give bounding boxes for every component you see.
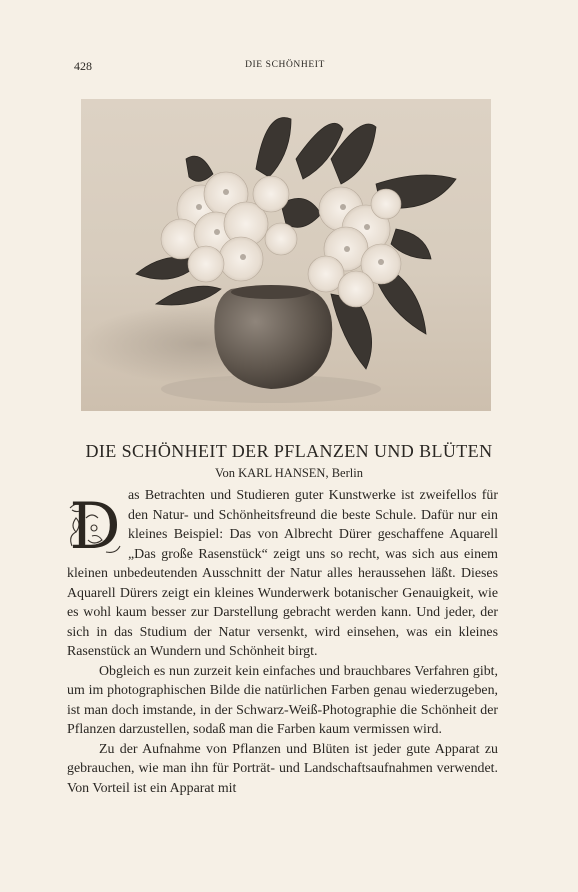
page-header xyxy=(74,59,496,75)
article-body xyxy=(67,486,498,798)
paragraph: Obgleich es nun zurzeit kein einfaches und brauchbares Verfahren gibt, um im photographischen Bilde die natürlichen Farben genau wiederzugeben, ist man doch imstande, in der Schwarz-Weiß-Photographie die Schönheit der Pflanzen darzustellen, sodaß man die Farben kaum vermissen wird. xyxy=(67,663,498,737)
article-title: DIE SCHÖNHEIT DER PFLANZEN UND BLÜTEN xyxy=(85,441,493,461)
paragraph: as Betrachten und Studieren guter Kunstwerke ist zweifellos für den Natur- und Schönheitsfreund die beste Schule. Dafür nur ein kleines Beispiel: Das von Albrecht Dürer geschaffene Aquarell „Das große Rasenstück“ zeigt uns so recht, was sich aus einem kleinen unbedeutenden Ausschnitt der Natur alles heraussehen läßt. Dieses Aquarell Dürers zeigt ein kleines Wunderwerk botanischer Genauigkeit, wie es wohl kaum besser zur Darstellung gebracht werden kann. Und jeder, der sich in das Studium der Natur versenkt, wird einsehen, was ein kleines Rasenstück an Wundern und Schönheit birgt. xyxy=(67,488,498,659)
paragraph: Zu der Aufnahme von Pflanzen und Blüten ist jeder gute Apparat zu gebrauchen, wie man ihn für Porträt- und Landschaftsaufnahmen verwendet. Von Vorteil ist ein Apparat mit xyxy=(67,741,498,796)
drop-cap-ornament xyxy=(64,488,126,560)
drop-cap-letter: D xyxy=(69,490,121,560)
article-byline: Von KARL HANSEN, Berlin xyxy=(215,466,363,480)
running-title: DIE SCHÖNHEIT xyxy=(245,60,325,70)
page-number: 428 xyxy=(74,59,92,73)
rhododendron-vase-photo xyxy=(81,99,491,411)
